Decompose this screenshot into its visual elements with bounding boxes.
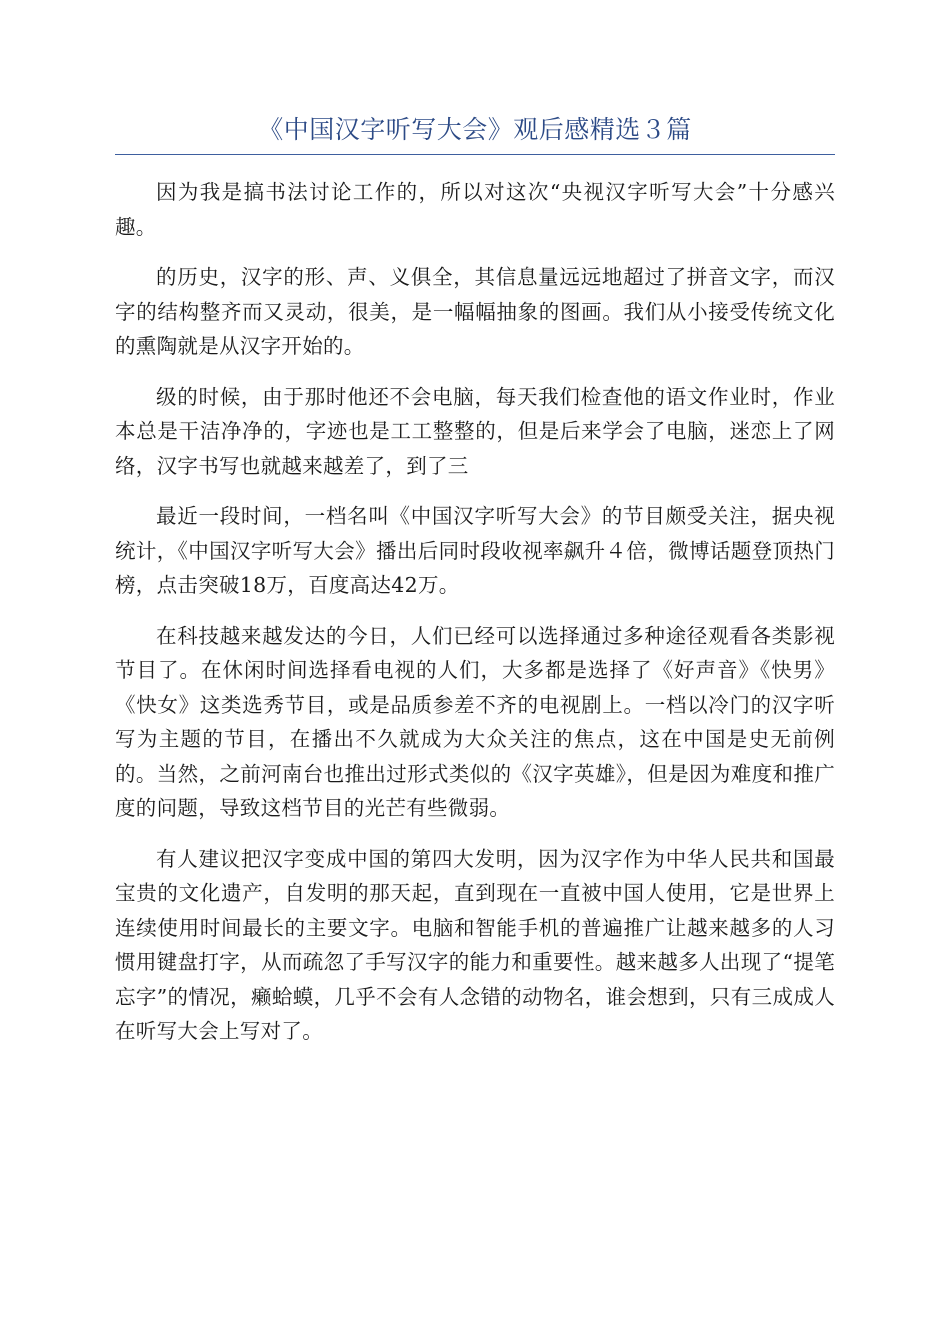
paragraph-3: 级的时候，由于那时他还不会电脑，每天我们检查他的语文作业时，作业本总是干洁净净的，字迹也是工工整整的，但是后来学会了电脑，迷恋上了网络，汉字书写也就越来越差了，到了三 bbox=[115, 384, 835, 478]
paragraph-6: 有人建议把汉字变成中国的第四大发明，因为汉字作为中华人民共和国最宝贵的文化遗产，自发明的那天起，直到现在一直被中国人使用，它是世界上连续使用时间最长的主要文字。电脑和智能手机的普遍推广让越来越多的人习惯用键盘打字，从而疏忽了手写汉字的能力和重要性。越来越多人出现了“提笔忘字”的情况，癞蛤蟆，几乎不会有人念错的动物名，谁会想到，只有三成成人在听写大会上写对了。 bbox=[115, 846, 835, 1043]
document-body bbox=[115, 175, 835, 1065]
title-underline bbox=[115, 154, 835, 155]
paragraph-2: 的历史，汉字的形、声、义俱全，其信息量远远地超过了拼音文字，而汉字的结构整齐而又灵动，很美，是一幅幅抽象的图画。我们从小接受传统文化的熏陶就是从汉字开始的。 bbox=[115, 265, 835, 358]
document-title: 《中国汉字听写大会》观后感精选３篇 bbox=[258, 115, 692, 144]
paragraph-1: 因为我是搞书法讨论工作的，所以对这次“央视汉字听写大会”十分感兴趣。 bbox=[115, 180, 835, 239]
paragraph-5: 在科技越来越发达的今日，人们已经可以选择通过多种途径观看各类影视节目了。在休闲时间选择看电视的人们，大多都是选择了《好声音》《快男》《快女》这类选秀节目，或是品质参差不齐的电视剧上。一档以冷门的汉字听写为主题的节目，在播出不久就成为大众关注的焦点，这在中国是史无前例的。当然，之前河南台也推出过形式类似的《汉字英雄》，但是因为难度和推广度的问题，导致这档节目的光芒有些微弱。 bbox=[115, 623, 835, 820]
paragraph-4: 最近一段时间，一档名叫《中国汉字听写大会》的节目颇受关注，据央视统计，《中国汉字听写大会》播出后同时段收视率飙升４倍，微博话题登顶热门榜，点击突破18万，百度高达42万。 bbox=[115, 504, 835, 597]
